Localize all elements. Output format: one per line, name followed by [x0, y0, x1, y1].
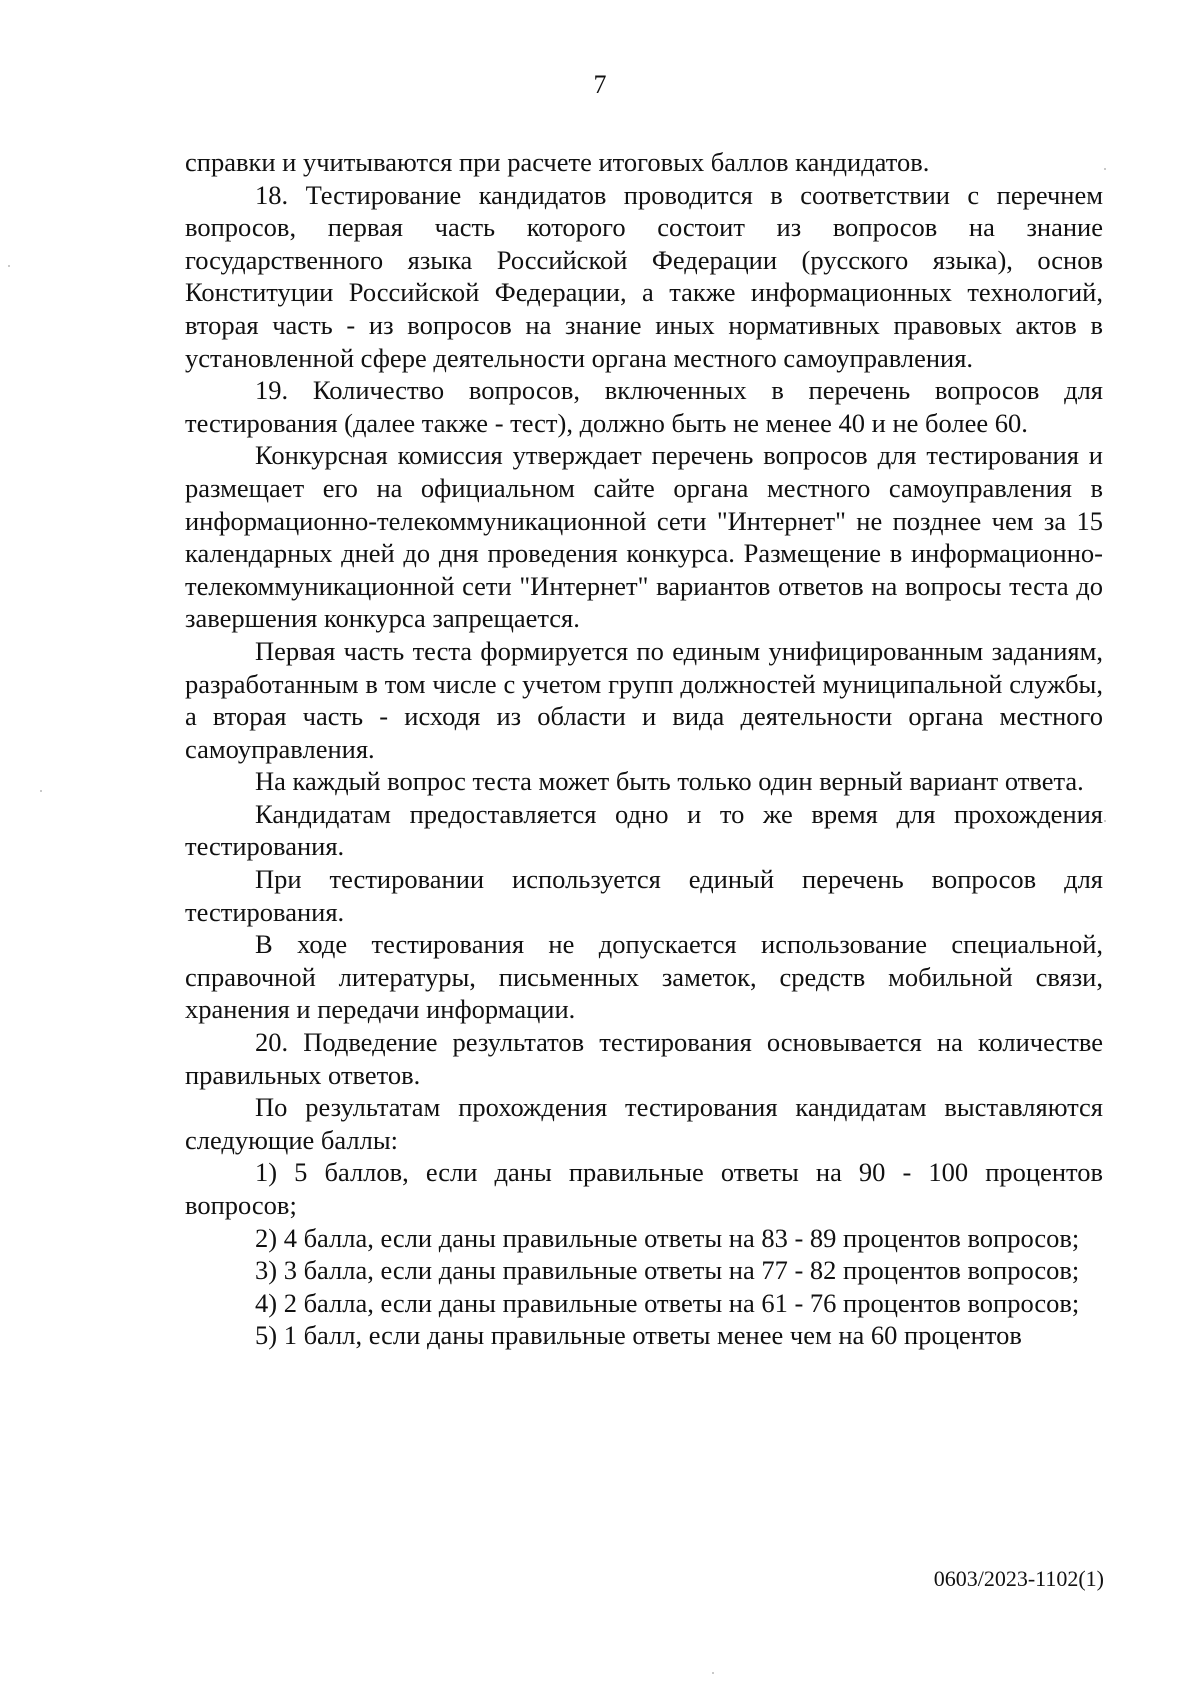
scan-speck: [8, 265, 10, 267]
paragraph-test-parts: Первая часть теста формируется по единым унифицированным заданиям, разработанным в том числе с учетом групп должностей муниципальной службы, а вторая часть - исходя из области и вида деятельности органа местного самоуправления.: [185, 635, 1103, 764]
paragraph-prohibited-materials: В ходе тестирования не допускается использование специальной, справочной литературы, письменных заметок, средств мобильной связи, хранения и передачи информации.: [185, 929, 1103, 1025]
paragraph-continuation: справки и учитываются при расчете итоговых баллов кандидатов.: [185, 147, 930, 177]
page-number: 7: [593, 70, 607, 99]
score-list-item: 5) 1 балл, если даны правильные ответы менее чем на 60 процентов: [255, 1320, 1022, 1351]
score-list-item: 1) 5 баллов, если даны правильные ответы на 90 - 100 процентов вопросов;: [185, 1157, 1103, 1220]
paragraph-same-time: Кандидатам предоставляется одно и то же время для прохождения тестирования.: [185, 798, 1103, 862]
paragraph-commission-approval: Конкурсная комиссия утверждает перечень вопросов для тестирования и размещает его на официальном сайте органа местного самоуправления в информационно-телекоммуникационной сети "Интернет" не позднее чем за 15 календарных дней до дня проведения конкурса. Размещение в информационно-телекоммуникационной сети "Интернет" вариантов ответов на вопросы теста до завершения конкурса запрещается.: [185, 440, 1103, 634]
scan-speck: [712, 1672, 714, 1674]
score-list-item: 2) 4 балла, если даны правильные ответы на 83 - 89 процентов вопросов;: [255, 1222, 1080, 1253]
paragraph-item-19: 19. Количество вопросов, включенных в перечень вопросов для тестирования (далее также - тест), должно быть не менее 40 и не более 60.: [185, 375, 1103, 438]
scan-speck: [1104, 820, 1106, 822]
score-list-item: 4) 2 балла, если даны правильные ответы на 61 - 76 процентов вопросов;: [255, 1287, 1080, 1318]
paragraph-single-list: При тестировании используется единый перечень вопросов для тестирования.: [185, 864, 1103, 927]
paragraph-single-answer: На каждый вопрос теста может быть только один верный вариант ответа.: [255, 766, 1084, 797]
score-list-item: 3) 3 балла, если даны правильные ответы на 77 - 82 процентов вопросов;: [255, 1255, 1080, 1286]
document-code: 0603/2023-1102(1): [933, 1566, 1104, 1591]
scan-speck: [1104, 168, 1106, 170]
scan-speck: [40, 790, 42, 792]
paragraph-item-20: 20. Подведение результатов тестирования основывается на количестве правильных ответов.: [185, 1027, 1103, 1090]
paragraph-item-18: 18. Тестирование кандидатов проводится в соответствии с перечнем вопросов, первая часть которого состоит из вопросов на знание государственного языка Российской Федерации (русского языка), основ Конституции Российской Федерации, а также информационных технологий, вторая часть - из вопросов на знание иных нормативных правовых актов в установленной сфере деятельности органа местного самоуправления.: [185, 179, 1103, 373]
document-body: [185, 146, 1103, 1352]
paragraph-scores-intro: По результатам прохождения тестирования кандидатам выставляются следующие баллы:: [185, 1092, 1103, 1155]
